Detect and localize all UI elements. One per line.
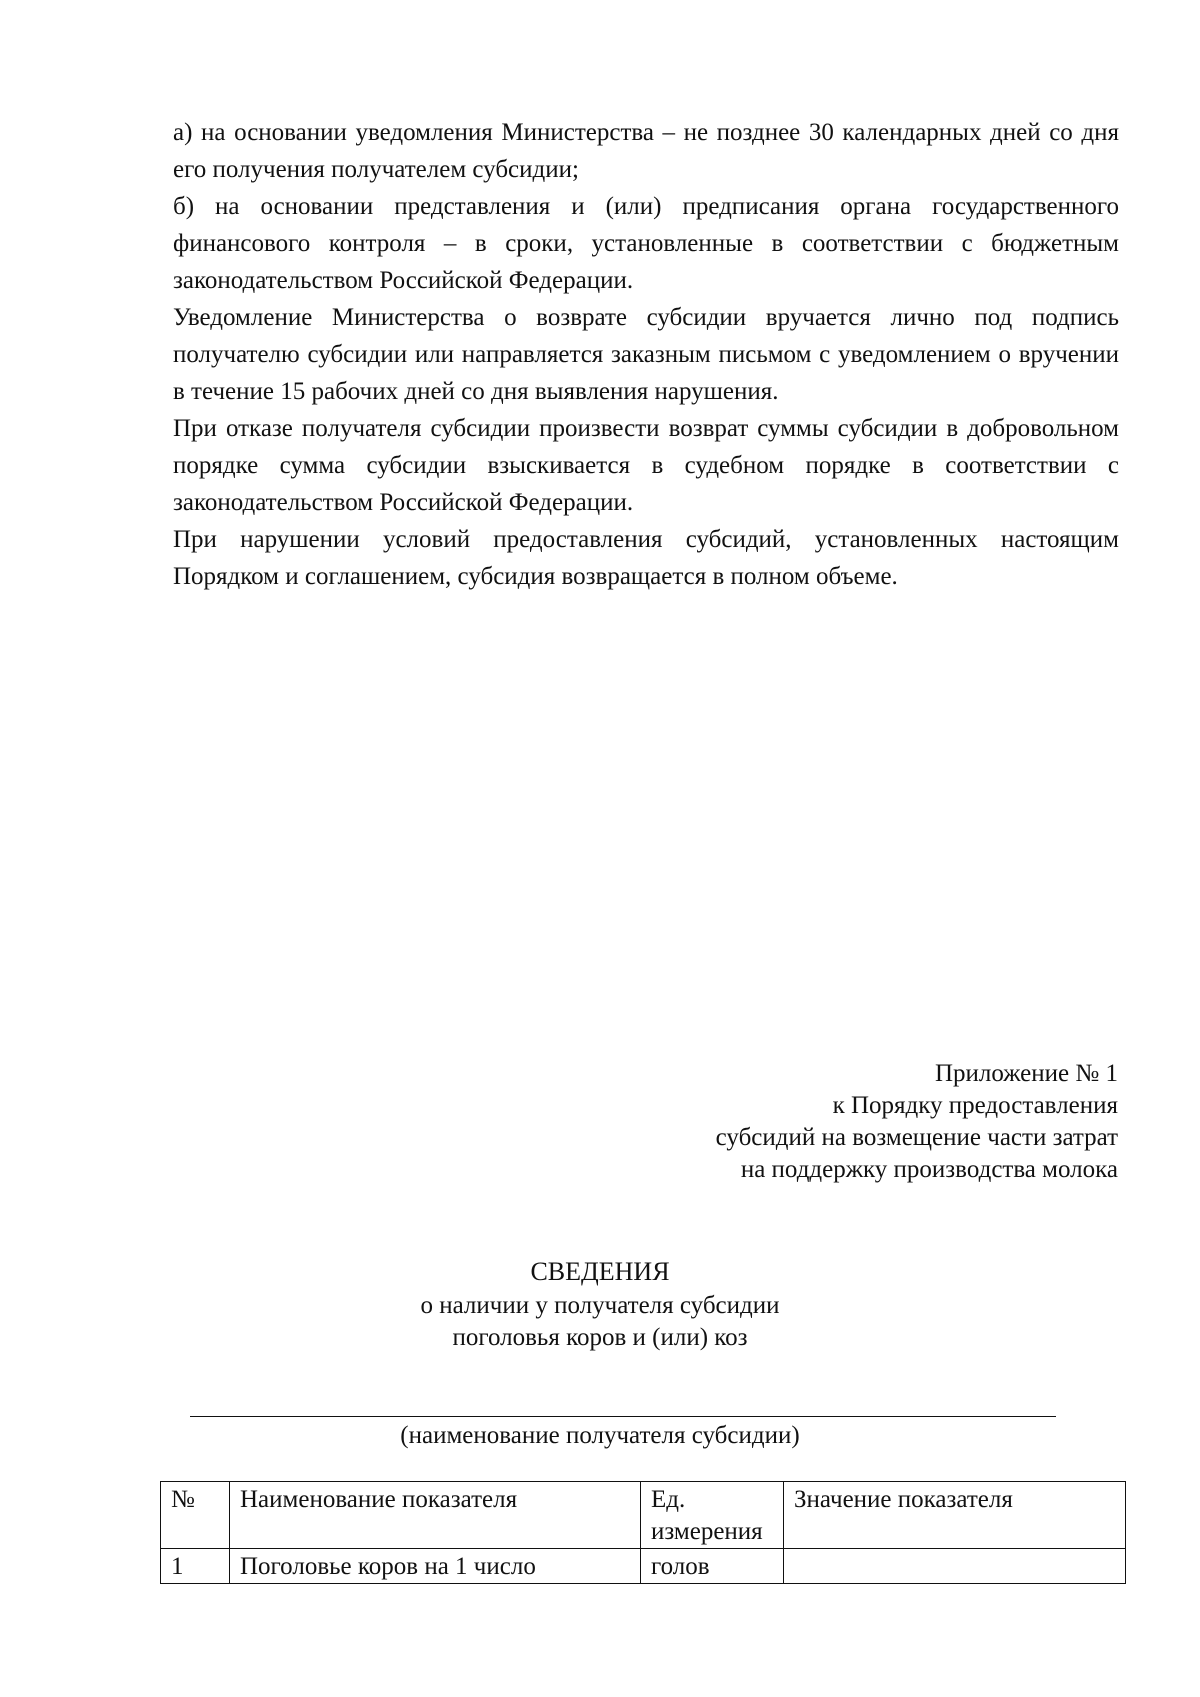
cell-number: 1 — [161, 1549, 230, 1584]
table-row — [161, 1549, 1126, 1584]
appendix-line: на поддержку производства молока — [740, 1156, 1118, 1183]
body-text — [173, 114, 1119, 595]
form-title: СВЕДЕНИЯ — [530, 1257, 670, 1286]
header-unit: Ед. измерения — [641, 1482, 784, 1549]
form-subtitle: о наличии у получателя субсидии — [420, 1292, 780, 1319]
header-value: Значение показателя — [784, 1482, 1126, 1549]
form-heading — [0, 1254, 1200, 1354]
cell-indicator-name: Поголовье коров на 1 число — [230, 1549, 641, 1584]
recipient-caption: (наименование получателя субсидии) — [400, 1422, 800, 1449]
paragraph-notice: Уведомление Министерства о возврате субсидии вручается лично под подпись получателю субсидии или направляется заказным письмом с уведомлением о вручении в течение 15 рабочих дней со дня выявления нарушения. — [173, 304, 1119, 405]
cell-value — [784, 1549, 1126, 1584]
recipient-name-line — [190, 1416, 1056, 1417]
appendix-line: к Порядку предоставления — [832, 1092, 1118, 1119]
header-number: № — [161, 1482, 230, 1549]
header-indicator-name: Наименование показателя — [230, 1482, 641, 1549]
paragraph-b: б) на основании представления и (или) предписания органа государственного финансового контроля – в сроки, установленные в соответствии с бюджетным законодательством Российской Федерации. — [173, 193, 1119, 294]
paragraph-violation: При нарушении условий предоставления субсидий, установленных настоящим Порядком и соглашением, субсидия возвращается в полном объеме. — [173, 526, 1119, 590]
form-subtitle: поголовья коров и (или) коз — [452, 1324, 748, 1351]
appendix-block — [716, 1058, 1118, 1186]
paragraph-refusal: При отказе получателя субсидии произвести возврат суммы субсидии в добровольном порядке сумма субсидии взыскивается в судебном порядке в соответствии с законодательством Российской Федерации. — [173, 415, 1119, 516]
paragraph-a: а) на основании уведомления Министерства – не позднее 30 календарных дней со дня его получения получателем субсидии; — [173, 119, 1119, 183]
appendix-line: субсидий на возмещение части затрат — [715, 1124, 1118, 1151]
appendix-number: Приложение № 1 — [934, 1060, 1118, 1087]
cell-unit: голов — [641, 1549, 784, 1584]
table-header-row — [161, 1482, 1126, 1549]
indicators-table — [160, 1481, 1126, 1584]
